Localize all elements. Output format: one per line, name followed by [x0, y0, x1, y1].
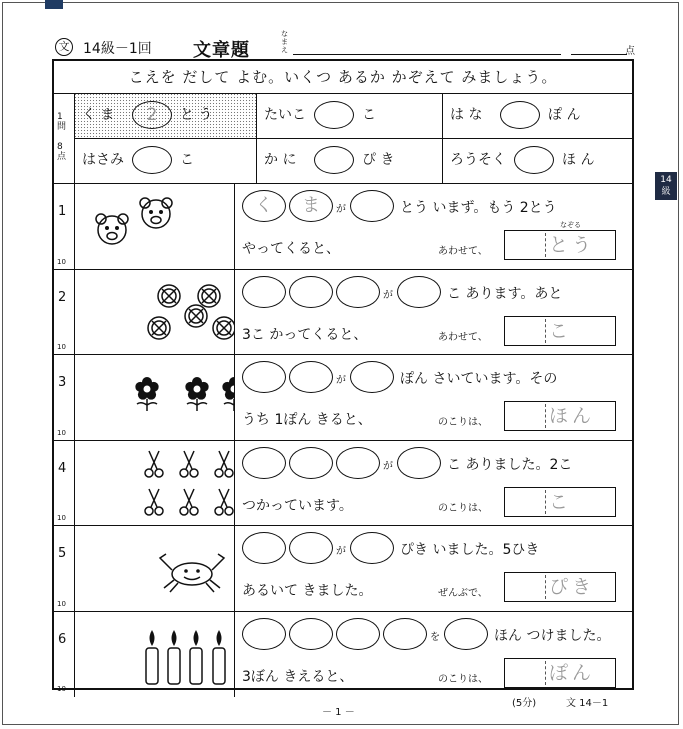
problem-text	[234, 526, 632, 612]
scissors-icon	[145, 451, 163, 477]
scissors-icon	[180, 451, 198, 477]
problem-number: 4	[58, 460, 67, 476]
problem-number: 5	[58, 546, 67, 561]
vocab-before: か に	[264, 152, 297, 168]
answer-divider	[545, 661, 546, 685]
cell-divider	[442, 138, 443, 183]
vocab-after: ほ ん	[562, 152, 595, 168]
problem-text	[234, 612, 632, 698]
problem-row	[54, 354, 632, 441]
vocab-after: と う	[180, 107, 213, 123]
scissors-icon	[215, 451, 233, 477]
problem-illustration	[74, 355, 235, 441]
candle-icon	[213, 630, 225, 684]
vocab-cell	[74, 138, 256, 183]
problem-line-2	[242, 228, 632, 268]
answer-box[interactable]	[504, 401, 616, 431]
score-field[interactable]	[571, 54, 627, 55]
question-lead: のこりは、	[438, 673, 488, 685]
number-oval[interactable]	[444, 618, 488, 650]
answer-unit: ぴき	[549, 576, 596, 598]
answer-unit: こ	[549, 319, 573, 342]
problem-line-1	[242, 612, 632, 656]
answer-divider	[545, 404, 546, 428]
answer-divider	[545, 233, 546, 257]
problem-points: 10	[57, 428, 66, 437]
vocab-before: はさみ	[82, 152, 124, 168]
problem-sentence-2: やってくると、	[242, 241, 340, 257]
footer-id: 文 14－1	[566, 698, 609, 709]
vocab-before: は な	[450, 107, 483, 123]
subject-mark: 文	[55, 38, 73, 56]
drum-icon	[185, 305, 207, 327]
problem-illustration	[74, 612, 235, 698]
crab-icon	[160, 554, 224, 592]
cell-divider	[442, 93, 443, 138]
problem-number-cell	[54, 355, 75, 441]
answer-unit: こ	[549, 490, 573, 513]
problem-number: 6	[58, 631, 67, 647]
problem-number: 2	[58, 289, 67, 305]
problem-sentence: ぴき いました。5ひき	[400, 542, 540, 558]
drum-icon	[148, 317, 170, 339]
illustration-drawing	[74, 526, 234, 611]
problem-row	[54, 440, 632, 527]
count-oval[interactable]	[289, 532, 333, 564]
drum-icon	[198, 285, 220, 307]
count-oval[interactable]	[289, 618, 333, 650]
problem-line-1	[242, 355, 632, 399]
flower-icon	[135, 377, 158, 411]
side-tab-text: 14 級	[660, 175, 672, 197]
problem-illustration	[74, 526, 235, 612]
problem-illustration	[74, 270, 235, 356]
problem-points: 10	[57, 257, 66, 266]
question-lead: のこりは、	[438, 502, 488, 514]
problem-number-cell	[54, 270, 75, 356]
drum-icon	[213, 317, 234, 339]
problem-text	[234, 441, 632, 527]
name-label: なまえ	[281, 30, 288, 54]
number-oval[interactable]	[397, 276, 441, 308]
problem-line-2	[242, 570, 632, 610]
count-oval[interactable]	[242, 447, 286, 479]
number-oval[interactable]	[350, 190, 394, 222]
problem-points: 10	[57, 685, 66, 693]
problem-illustration	[74, 184, 235, 270]
answer-box[interactable]	[504, 487, 616, 517]
footer-points: (5分)	[512, 698, 537, 709]
bear-icon	[140, 198, 172, 228]
vocab-after: こ	[180, 152, 194, 168]
level-side-tab	[655, 172, 677, 200]
answer-oval[interactable]	[514, 146, 554, 174]
points-label: 点	[625, 46, 635, 57]
problem-line-2	[242, 656, 632, 696]
level-label: 14級－1回	[83, 41, 152, 57]
problem-points: 10	[57, 514, 66, 522]
problem-text	[234, 355, 632, 441]
answer-box[interactable]	[504, 316, 616, 346]
question-1-label	[54, 93, 75, 183]
problem-row	[54, 611, 632, 698]
question-1-grid	[54, 93, 632, 184]
particle: が	[383, 289, 393, 301]
problem-illustration	[74, 441, 235, 527]
cell-divider	[256, 138, 257, 183]
count-oval[interactable]	[289, 276, 333, 308]
answer-unit: ぽん	[549, 661, 596, 684]
count-oval[interactable]	[289, 447, 333, 479]
count-oval[interactable]	[336, 618, 380, 650]
problem-line-2	[242, 485, 632, 525]
problem-number-cell	[54, 526, 75, 612]
header	[55, 30, 635, 61]
count-oval[interactable]	[336, 447, 380, 479]
particle: が	[383, 460, 393, 472]
problem-points: 10	[57, 343, 66, 351]
vocab-after: ぽ ん	[548, 107, 581, 123]
q1-points-number: 8	[57, 142, 63, 152]
answer-oval[interactable]	[132, 146, 172, 174]
count-oval[interactable]	[242, 618, 286, 650]
trace-hint: なぞる	[560, 221, 581, 229]
scissors-icon	[215, 489, 233, 515]
flower-icon	[222, 377, 234, 411]
count-oval[interactable]: く	[242, 190, 286, 222]
problem-points: 10	[57, 599, 66, 608]
cell-divider	[256, 93, 257, 138]
problem-sentence-2: つかっています。	[242, 497, 353, 514]
answer-box[interactable]	[504, 230, 616, 260]
count-oval[interactable]	[289, 361, 333, 393]
problem-row	[54, 183, 632, 270]
number-oval[interactable]	[397, 447, 441, 479]
problem-number-cell	[54, 184, 75, 270]
particle: が	[336, 546, 346, 557]
illustration-drawing	[74, 441, 234, 526]
name-field[interactable]	[293, 54, 561, 55]
vocab-cell	[442, 93, 632, 138]
answer-unit: とう	[549, 234, 596, 256]
candle-icon	[190, 630, 202, 684]
problem-sentence: こ ありました。2こ	[447, 456, 573, 473]
problem-text	[234, 270, 632, 356]
answer-oval[interactable]: 2	[132, 101, 172, 129]
vocab-after: ぴ き	[362, 152, 395, 168]
answer-divider	[545, 575, 546, 599]
illustration-drawing	[74, 270, 234, 355]
instruction: こえを だして よむ。いくつ あるか かぞえて みましょう。	[54, 61, 632, 94]
answer-divider	[545, 319, 546, 343]
answer-divider	[545, 490, 546, 514]
problem-row	[54, 525, 632, 612]
page-title: 文章題	[193, 40, 250, 61]
scissors-icon	[180, 489, 198, 515]
q1-points-unit: 点	[57, 152, 67, 162]
problem-number-cell	[54, 441, 75, 527]
q1-row-2	[74, 138, 632, 183]
problem-line-1	[242, 184, 632, 228]
vocab-after: こ	[362, 107, 376, 123]
problem-line-1	[242, 441, 632, 485]
problem-row	[54, 269, 632, 356]
problem-line-1	[242, 526, 632, 570]
particle: を	[430, 631, 440, 643]
problem-number-cell	[54, 612, 75, 698]
count-oval[interactable]: ま	[289, 190, 333, 222]
problem-line-2	[242, 399, 632, 439]
vocab-cell	[256, 138, 442, 183]
problem-sentence: ぽん さいています。その	[400, 371, 558, 387]
candle-icon	[146, 630, 158, 684]
particle: が	[336, 375, 346, 386]
bear-icon	[96, 214, 128, 244]
problem-sentence-2: 3ぼん きえると、	[242, 668, 354, 685]
answer-unit: ほん	[549, 405, 596, 427]
problem-number: 3	[58, 375, 67, 390]
question-lead: あわせて、	[438, 246, 488, 257]
vocab-cell	[442, 138, 632, 183]
page-number: － 1 －	[322, 707, 355, 718]
q1-mon: 問	[57, 122, 67, 132]
problem-sentence: ほん つけました。	[494, 627, 611, 644]
illustration-drawing	[74, 355, 234, 440]
vocab-before: ろうそく	[450, 152, 506, 168]
problem-sentence: とう いまず。もう 2とう	[400, 200, 557, 216]
question-lead: のこりは、	[438, 417, 488, 428]
count-oval[interactable]	[242, 276, 286, 308]
corner-tab	[45, 0, 63, 9]
vocab-cell	[74, 93, 256, 138]
count-oval[interactable]	[336, 276, 380, 308]
number-oval[interactable]	[350, 532, 394, 564]
scissors-icon	[145, 489, 163, 515]
particle: が	[336, 204, 346, 215]
question-lead: ぜんぶで、	[438, 588, 488, 599]
answer-box[interactable]	[504, 658, 616, 688]
problem-text	[234, 184, 632, 270]
problem-line-2	[242, 314, 632, 354]
question-lead: あわせて、	[438, 331, 488, 343]
drum-icon	[158, 285, 180, 307]
vocab-before: たいこ	[264, 107, 306, 123]
problem-sentence-2: あるいて きました。	[242, 583, 373, 599]
worksheet-frame	[52, 59, 634, 693]
problem-line-1	[242, 270, 632, 314]
answer-box[interactable]	[504, 572, 616, 602]
illustration-drawing	[74, 612, 234, 697]
vocab-cell	[256, 93, 442, 138]
q1-row-1	[74, 93, 632, 139]
count-oval[interactable]	[242, 532, 286, 564]
problem-number: 1	[58, 204, 67, 219]
candle-icon	[168, 630, 180, 684]
number-oval[interactable]	[350, 361, 394, 393]
answer-oval[interactable]	[500, 101, 540, 129]
vocab-before: く ま	[82, 107, 115, 123]
q1-number: 1	[57, 112, 63, 122]
answer-oval[interactable]	[314, 101, 354, 129]
flower-icon	[185, 377, 208, 411]
illustration-drawing	[74, 184, 234, 269]
problem-sentence-2: 3こ かってくると、	[242, 326, 368, 343]
answer-oval[interactable]	[314, 146, 354, 174]
count-oval[interactable]	[242, 361, 286, 393]
problem-sentence: こ あります。あと	[447, 285, 563, 302]
count-oval[interactable]	[383, 618, 427, 650]
problem-sentence-2: うち 1ぽん きると、	[242, 412, 372, 428]
